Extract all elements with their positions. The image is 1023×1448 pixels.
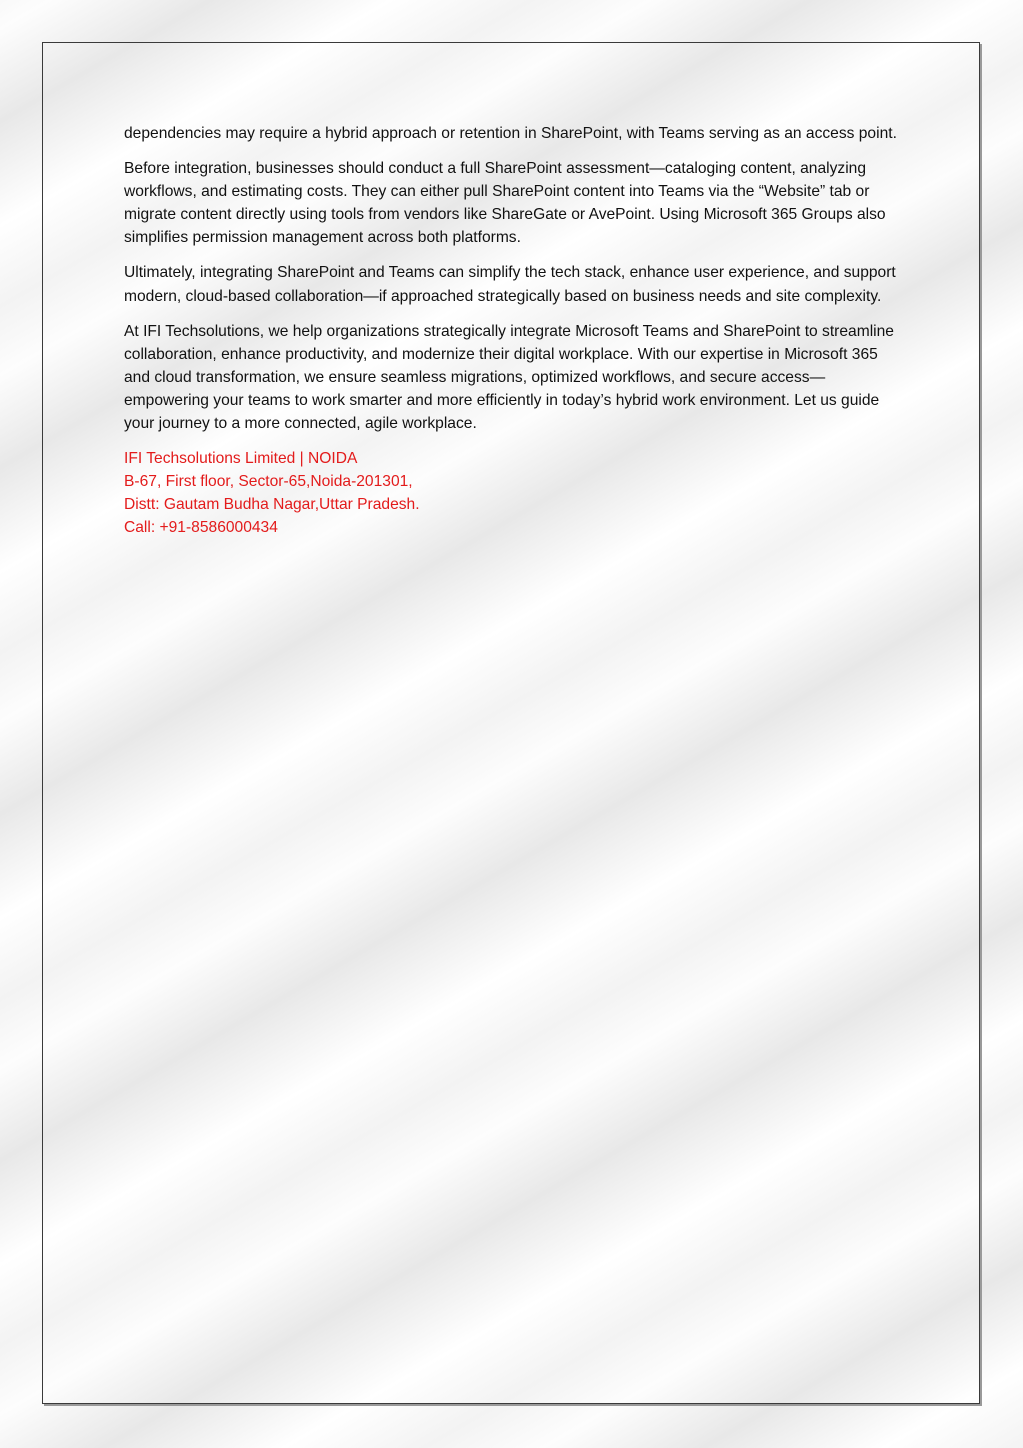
paragraph-continuation: dependencies may require a hybrid approach or retention in SharePoint, with Teams serving as an access point. <box>124 125 897 142</box>
document-body <box>124 122 900 540</box>
contact-address-line1: B-67, First floor, Sector-65,Noida-201301, <box>124 473 413 491</box>
paragraph-company-pitch: At IFI Techsolutions, we help organizations strategically integrate Microsoft Teams and SharePoint to streamline collaboration, enhance productivity, and modernize their digital workplace. With our expertise in Microsoft 365 and cloud transformation, we ensure seamless migrations, optimized workflows, and secure access—empowering your teams to work smarter and more efficiently in today’s hybrid work environment. Let us guide your journey to a more connected, agile workplace. <box>124 322 894 433</box>
paragraph-conclusion: Ultimately, integrating SharePoint and Teams can simplify the tech stack, enhance user experience, and support modern, cloud-based collaboration—if approached strategically based on business needs and site complexity. <box>124 264 896 305</box>
contact-address-line2: Distt: Gautam Budha Nagar,Uttar Pradesh. <box>124 496 420 514</box>
paragraph-assessment: Before integration, businesses should conduct a full SharePoint assessment—cataloging content, analyzing workflows, and estimating costs. They can either pull SharePoint content into Teams via the “Website” tab or migrate content directly using tools from vendors like ShareGate or AvePoint. Using Microsoft 365 Groups also simplifies permission management across both platforms. <box>124 160 886 247</box>
contact-phone[interactable]: Call: +91-8586000434 <box>124 519 278 537</box>
contact-block <box>124 447 900 539</box>
contact-company: IFI Techsolutions Limited | NOIDA <box>124 450 358 468</box>
